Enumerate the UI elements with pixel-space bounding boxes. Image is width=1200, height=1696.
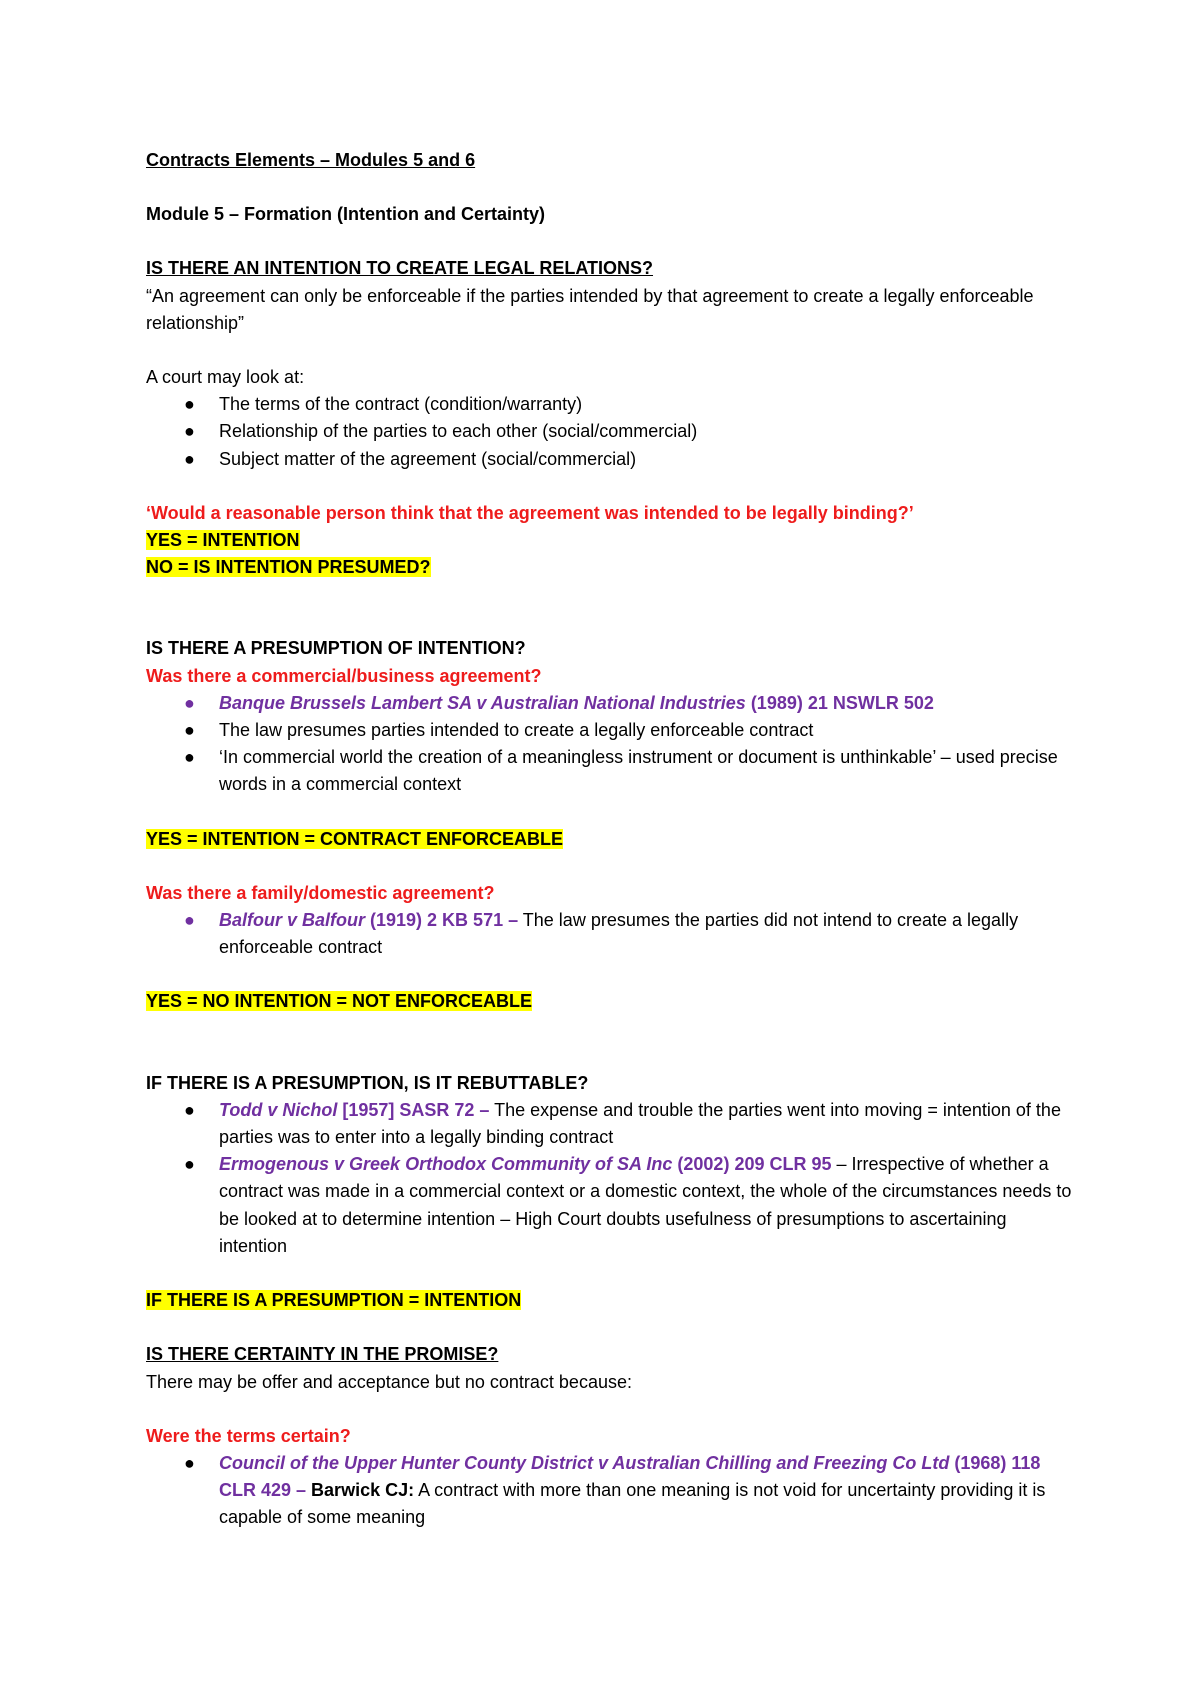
court-factors-list	[146, 391, 1076, 473]
question-commercial: Was there a commercial/business agreement?	[146, 665, 542, 686]
highlight-no-presumed: NO = IS INTENTION PRESUMED?	[146, 557, 431, 578]
case-name: Balfour v Balfour	[219, 910, 366, 931]
highlight-presumption-intention: IF THERE IS A PRESUMPTION = INTENTION	[146, 1290, 522, 1311]
case-name: Todd v Nichol	[219, 1099, 338, 1120]
case-text: The expense and trouble the parties went into moving = intention of the parties was to enter into a legally binding contract	[219, 1099, 1061, 1148]
list-item	[146, 907, 1076, 961]
bullet-icon: ●	[184, 1099, 195, 1120]
list-item-text: The law presumes parties intended to create a legally enforceable contract	[219, 720, 814, 741]
module-heading: Module 5 – Formation (Intention and Certainty)	[146, 204, 546, 225]
bullet-icon: ●	[184, 720, 195, 741]
intention-quote: “An agreement can only be enforceable if the parties intended by that agreement to create a legally enforceable relationship”	[146, 285, 1034, 333]
list-item	[146, 1097, 1076, 1151]
highlight-contract-enforceable: YES = INTENTION = CONTRACT ENFORCEABLE	[146, 828, 564, 849]
judge-name: Barwick CJ:	[306, 1480, 415, 1501]
list-item	[146, 391, 1076, 418]
highlight-not-enforceable: YES = NO INTENTION = NOT ENFORCEABLE	[146, 991, 533, 1012]
reasonable-person-question: ‘Would a reasonable person think that the agreement was intended to be legally binding?’	[146, 502, 914, 523]
list-item	[146, 744, 1076, 798]
court-intro: A court may look at:	[146, 367, 305, 388]
section-heading-rebuttable: IF THERE IS A PRESUMPTION, IS IT REBUTTABLE?	[146, 1072, 589, 1093]
list-item-text: Subject matter of the agreement (social/commercial)	[219, 448, 637, 469]
bullet-icon: ●	[184, 421, 195, 442]
document-body	[146, 147, 1076, 1532]
list-item	[146, 1450, 1076, 1532]
bullet-icon: ●	[184, 394, 195, 415]
rebuttable-list	[146, 1097, 1076, 1260]
case-text: – Irrespective of whether a contract was made in a commercial context or a domestic context, the whole of the circumstances needs to be looked at to determine intention – High Court doubts usefulness of presumptions to ascertaining intention	[219, 1154, 1072, 1256]
case-name: Banque Brussels Lambert SA v Australian National Industries	[219, 692, 746, 713]
case-citation: (1968) 118 CLR 429 –	[219, 1452, 1041, 1501]
list-item-text: Relationship of the parties to each other (social/commercial)	[219, 421, 698, 442]
section-heading-presumption: IS THERE A PRESUMPTION OF INTENTION?	[146, 638, 526, 659]
list-item	[146, 418, 1076, 445]
commercial-list	[146, 690, 1076, 799]
document-title: Contracts Elements – Modules 5 and 6	[146, 150, 476, 170]
list-item	[146, 717, 1076, 744]
family-list	[146, 907, 1076, 961]
bullet-icon: ●	[184, 692, 195, 713]
list-item	[146, 446, 1076, 473]
list-item	[146, 1151, 1076, 1260]
case-citation: (1989) 21 NSWLR 502	[745, 692, 934, 713]
section-heading-certainty: IS THERE CERTAINTY IN THE PROMISE?	[146, 1344, 499, 1365]
certainty-intro: There may be offer and acceptance but no contract because:	[146, 1371, 632, 1392]
question-family: Was there a family/domestic agreement?	[146, 882, 495, 903]
bullet-icon: ●	[184, 1452, 195, 1473]
case-name: Ermogenous v Greek Orthodox Community of SA Inc	[219, 1154, 673, 1175]
certainty-list	[146, 1450, 1076, 1532]
question-terms-certain: Were the terms certain?	[146, 1425, 351, 1446]
case-name: Council of the Upper Hunter County District v Australian Chilling and Freezing Co Ltd	[219, 1452, 950, 1473]
highlight-yes-intention: YES = INTENTION	[146, 530, 300, 551]
case-citation: (1919) 2 KB 571 –	[365, 910, 519, 931]
section-heading-intention: IS THERE AN INTENTION TO CREATE LEGAL RELATIONS?	[146, 258, 654, 279]
case-text: A contract with more than one meaning is not void for uncertainty providing it is capable of some meaning	[219, 1480, 1046, 1528]
case-text: The law presumes the parties did not intend to create a legally enforceable contract	[219, 910, 1019, 958]
case-citation: [1957] SASR 72 –	[337, 1099, 490, 1120]
list-item	[146, 690, 1076, 717]
bullet-icon: ●	[184, 1154, 195, 1175]
list-item-text: The terms of the contract (condition/warranty)	[219, 394, 583, 415]
list-item-text: ‘In commercial world the creation of a meaningless instrument or document is unthinkable’ – used precise words in a commercial context	[219, 747, 1058, 795]
bullet-icon: ●	[184, 448, 195, 469]
bullet-icon: ●	[184, 747, 195, 768]
bullet-icon: ●	[184, 910, 195, 931]
case-citation: (2002) 209 CLR 95	[672, 1154, 832, 1175]
